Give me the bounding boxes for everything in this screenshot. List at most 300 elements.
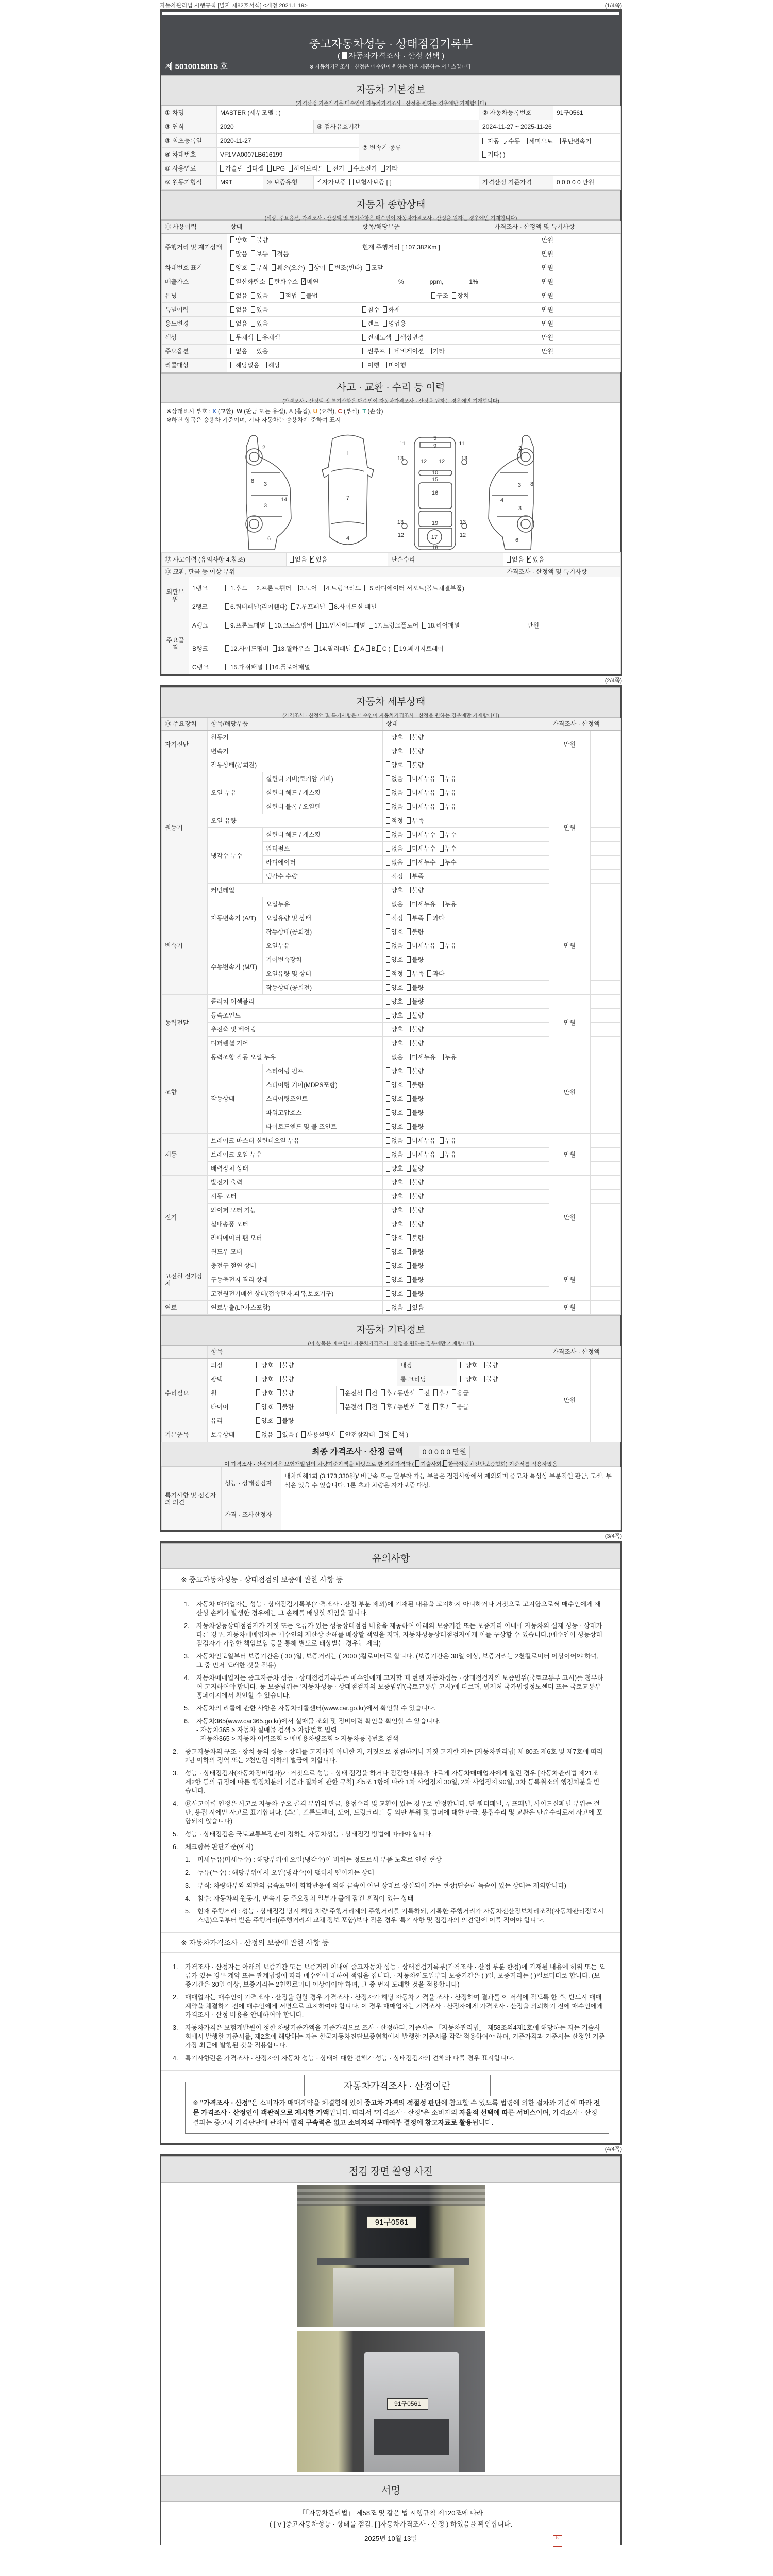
checkbox-option[interactable]	[301, 278, 318, 285]
checkbox[interactable]	[407, 998, 411, 1005]
checkbox[interactable]	[256, 1403, 260, 1410]
checkbox-option[interactable]	[340, 1389, 363, 1397]
checkbox-option[interactable]	[369, 622, 418, 629]
checkbox[interactable]	[407, 1040, 411, 1046]
checkbox[interactable]	[386, 1026, 390, 1032]
checkbox-option[interactable]	[460, 1376, 477, 1383]
checkbox-option[interactable]	[230, 292, 247, 299]
checkbox-option[interactable]	[386, 1012, 403, 1019]
checkbox-option[interactable]	[256, 1376, 273, 1383]
checkbox-option[interactable]	[314, 645, 391, 652]
checkbox[interactable]	[386, 734, 390, 740]
checkbox-option[interactable]	[407, 1081, 424, 1089]
checkbox[interactable]	[386, 914, 390, 921]
checkbox[interactable]	[452, 1389, 456, 1396]
checkbox[interactable]	[407, 1248, 411, 1255]
checkbox[interactable]	[386, 1095, 390, 1102]
checkbox[interactable]	[386, 761, 390, 768]
checkbox-option[interactable]	[386, 1234, 403, 1242]
checkbox-option[interactable]	[407, 734, 424, 741]
checkbox-option[interactable]	[440, 789, 457, 796]
checkbox-option[interactable]	[407, 873, 424, 880]
checkbox-option[interactable]	[366, 1389, 378, 1397]
checkbox-option[interactable]	[256, 1431, 273, 1438]
checkbox-option[interactable]	[289, 165, 324, 172]
checkbox-option[interactable]	[419, 1403, 430, 1411]
checkbox[interactable]	[407, 1123, 411, 1130]
checkbox-option[interactable]	[381, 165, 398, 172]
checkbox[interactable]	[329, 603, 333, 610]
checkbox-option[interactable]	[440, 831, 457, 838]
checkbox[interactable]	[251, 292, 255, 299]
checkbox-option[interactable]	[256, 1389, 273, 1397]
checkbox[interactable]	[277, 1417, 281, 1424]
checkbox-option[interactable]	[256, 1417, 273, 1425]
checkbox[interactable]	[407, 1193, 411, 1199]
checkbox-option[interactable]	[251, 320, 268, 327]
checkbox-option[interactable]	[527, 556, 544, 563]
checkbox[interactable]	[321, 585, 325, 591]
checkbox[interactable]	[277, 1362, 281, 1368]
checkbox-option[interactable]	[389, 348, 424, 355]
checkbox[interactable]	[386, 956, 390, 963]
checkbox[interactable]	[277, 1389, 281, 1396]
checkbox-option[interactable]	[386, 956, 403, 963]
checkbox-option[interactable]	[407, 1165, 424, 1172]
checkbox[interactable]	[407, 887, 411, 893]
checkbox-option[interactable]	[393, 1431, 408, 1438]
checkbox-option[interactable]	[386, 1248, 403, 1256]
checkbox-option[interactable]	[362, 320, 379, 327]
checkbox[interactable]	[386, 803, 390, 810]
checkbox-option[interactable]	[386, 873, 403, 880]
checkbox[interactable]	[386, 1262, 390, 1269]
checkbox-option[interactable]	[440, 803, 457, 810]
checkbox-option[interactable]	[557, 138, 592, 145]
checkbox[interactable]	[266, 664, 271, 670]
checkbox-option[interactable]	[407, 1109, 424, 1116]
checkbox-option[interactable]	[407, 1234, 424, 1242]
checkbox-option[interactable]	[225, 645, 269, 652]
checkbox[interactable]	[225, 585, 229, 591]
checkbox[interactable]	[440, 845, 444, 852]
checkbox[interactable]	[386, 1054, 390, 1060]
checkbox[interactable]	[386, 1304, 390, 1311]
checkbox[interactable]	[381, 1403, 385, 1410]
checkbox-option[interactable]	[407, 998, 424, 1005]
checkbox[interactable]	[407, 1221, 411, 1227]
checkbox-option[interactable]	[386, 803, 403, 810]
checkbox[interactable]	[394, 645, 398, 652]
checkbox-option[interactable]	[386, 761, 403, 769]
checkbox[interactable]	[386, 845, 390, 852]
checkbox[interactable]	[407, 1137, 411, 1144]
checkbox[interactable]	[407, 1109, 411, 1116]
checkbox[interactable]	[452, 1403, 456, 1410]
checkbox[interactable]	[386, 748, 390, 754]
checkbox-option[interactable]	[407, 1193, 424, 1200]
checkbox-option[interactable]	[503, 138, 520, 145]
checkbox-option[interactable]	[427, 970, 444, 977]
checkbox[interactable]	[386, 901, 390, 907]
checkbox[interactable]	[230, 264, 234, 271]
checkbox-option[interactable]	[440, 859, 457, 866]
checkbox-option[interactable]	[407, 1040, 424, 1047]
checkbox-option[interactable]	[407, 1054, 435, 1061]
checkbox[interactable]	[407, 789, 411, 796]
checkbox-option[interactable]	[482, 151, 506, 158]
checkbox[interactable]	[419, 1403, 423, 1410]
checkbox-option[interactable]	[407, 803, 435, 810]
checkbox[interactable]	[301, 292, 305, 299]
checkbox[interactable]	[225, 603, 229, 610]
checkbox[interactable]	[427, 970, 431, 977]
checkbox-option[interactable]	[251, 348, 268, 355]
checkbox-option[interactable]	[301, 1431, 337, 1438]
checkbox-option[interactable]	[407, 1290, 424, 1297]
checkbox[interactable]	[440, 831, 444, 838]
checkbox-option[interactable]	[481, 1376, 498, 1383]
checkbox-option[interactable]	[251, 585, 291, 592]
checkbox[interactable]	[256, 1376, 260, 1382]
checkbox-option[interactable]	[247, 165, 264, 172]
checkbox-option[interactable]	[277, 1389, 294, 1397]
checkbox-option[interactable]	[220, 165, 243, 172]
checkbox[interactable]	[269, 622, 273, 629]
checkbox-option[interactable]	[383, 306, 400, 313]
checkbox-option[interactable]	[386, 1193, 403, 1200]
checkbox[interactable]	[340, 1431, 344, 1438]
checkbox[interactable]	[383, 306, 387, 313]
checkbox[interactable]	[230, 348, 234, 354]
checkbox[interactable]	[256, 1389, 260, 1396]
checkbox[interactable]	[427, 914, 431, 921]
checkbox-option[interactable]	[407, 775, 435, 783]
checkbox-option[interactable]	[433, 1403, 448, 1411]
checkbox[interactable]	[386, 928, 390, 935]
checkbox-option[interactable]	[407, 1179, 424, 1186]
checkbox-option[interactable]	[394, 645, 444, 652]
checkbox[interactable]	[440, 901, 444, 907]
checkbox-option[interactable]	[321, 585, 361, 592]
checkbox[interactable]	[366, 1403, 371, 1410]
checkbox-option[interactable]	[452, 292, 469, 299]
checkbox-option[interactable]	[386, 1262, 403, 1269]
checkbox[interactable]	[407, 831, 411, 838]
checkbox-option[interactable]	[386, 1151, 403, 1158]
checkbox[interactable]	[386, 1137, 390, 1144]
checkbox[interactable]	[386, 1067, 390, 1074]
checkbox-option[interactable]	[386, 817, 403, 824]
checkbox[interactable]	[482, 138, 486, 144]
checkbox[interactable]	[369, 622, 373, 629]
checkbox-option[interactable]	[507, 556, 524, 563]
checkbox-option[interactable]	[407, 984, 424, 991]
checkbox-option[interactable]	[362, 348, 385, 355]
checkbox-option[interactable]	[407, 1026, 424, 1033]
checkbox-option[interactable]	[407, 761, 424, 769]
checkbox-option[interactable]	[317, 179, 346, 186]
checkbox[interactable]	[527, 556, 531, 563]
checkbox-option[interactable]	[440, 775, 457, 783]
checkbox[interactable]	[290, 556, 294, 563]
checkbox[interactable]	[251, 348, 255, 354]
checkbox[interactable]	[377, 645, 381, 652]
checkbox[interactable]	[407, 1290, 411, 1297]
checkbox-option[interactable]	[407, 887, 424, 894]
checkbox[interactable]	[251, 585, 255, 591]
checkbox[interactable]	[407, 928, 411, 935]
checkbox-option[interactable]	[386, 1137, 403, 1144]
checkbox[interactable]	[277, 1431, 281, 1438]
checkbox[interactable]	[301, 278, 306, 285]
checkbox-option[interactable]	[362, 306, 379, 313]
checkbox[interactable]	[452, 292, 456, 299]
checkbox-option[interactable]	[362, 362, 379, 369]
checkbox-option[interactable]	[407, 1067, 424, 1075]
checkbox-option[interactable]	[386, 1221, 403, 1228]
checkbox-option[interactable]	[386, 1067, 403, 1075]
checkbox[interactable]	[230, 306, 234, 313]
checkbox-option[interactable]	[407, 1123, 424, 1130]
checkbox[interactable]	[381, 1389, 385, 1396]
price-survey-checkbox[interactable]	[342, 52, 347, 59]
checkbox[interactable]	[407, 1234, 411, 1241]
checkbox-option[interactable]	[433, 1389, 448, 1397]
checkbox-option[interactable]	[251, 292, 268, 299]
checkbox-option[interactable]	[230, 348, 247, 355]
checkbox[interactable]	[263, 362, 267, 368]
checkbox-option[interactable]	[272, 264, 305, 272]
checkbox-option[interactable]	[452, 1389, 469, 1397]
checkbox[interactable]	[362, 320, 366, 327]
checkbox[interactable]	[407, 1165, 411, 1172]
checkbox-option[interactable]	[386, 1040, 403, 1047]
checkbox[interactable]	[256, 1362, 260, 1368]
checkbox-option[interactable]	[267, 165, 285, 172]
checkbox-option[interactable]	[251, 236, 268, 244]
checkbox-option[interactable]	[460, 1362, 477, 1369]
checkbox[interactable]	[407, 1081, 411, 1088]
checkbox-option[interactable]	[407, 859, 435, 866]
checkbox[interactable]	[407, 775, 411, 782]
checkbox-option[interactable]	[407, 1304, 424, 1311]
checkbox[interactable]	[309, 264, 313, 271]
checkbox[interactable]	[310, 556, 314, 563]
checkbox-option[interactable]	[407, 956, 424, 963]
checkbox[interactable]	[386, 831, 390, 838]
checkbox-option[interactable]	[266, 664, 310, 671]
checkbox-option[interactable]	[280, 292, 297, 299]
checkbox[interactable]	[393, 1431, 397, 1438]
checkbox[interactable]	[383, 320, 387, 327]
checkbox-option[interactable]	[386, 789, 403, 796]
checkbox-option[interactable]	[386, 1290, 403, 1297]
checkbox-option[interactable]	[230, 320, 247, 327]
checkbox[interactable]	[431, 292, 435, 299]
checkbox[interactable]	[407, 901, 411, 907]
checkbox[interactable]	[433, 1403, 438, 1410]
checkbox[interactable]	[386, 1081, 390, 1088]
checkbox-option[interactable]	[419, 1389, 430, 1397]
checkbox[interactable]	[386, 1012, 390, 1019]
checkbox-option[interactable]	[340, 1431, 375, 1438]
checkbox-option[interactable]	[482, 138, 499, 145]
checkbox-option[interactable]	[316, 622, 365, 629]
checkbox[interactable]	[289, 165, 293, 172]
checkbox[interactable]	[349, 179, 354, 185]
checkbox[interactable]	[419, 1389, 423, 1396]
checkbox-option[interactable]	[277, 1431, 298, 1438]
checkbox-option[interactable]	[386, 775, 403, 783]
checkbox-option[interactable]	[225, 664, 263, 671]
checkbox[interactable]	[381, 165, 385, 172]
checkbox[interactable]	[277, 1403, 281, 1410]
checkbox-option[interactable]	[440, 1137, 457, 1144]
checkbox-option[interactable]	[386, 1207, 403, 1214]
checkbox-option[interactable]	[269, 278, 298, 285]
checkbox[interactable]	[386, 1165, 390, 1172]
checkbox-option[interactable]	[301, 292, 318, 299]
checkbox-option[interactable]	[386, 887, 403, 894]
checkbox-option[interactable]	[291, 603, 325, 611]
checkbox-option[interactable]	[329, 264, 362, 272]
checkbox-option[interactable]	[309, 264, 326, 272]
checkbox-option[interactable]	[407, 845, 435, 852]
checkbox-option[interactable]	[386, 831, 403, 838]
checkbox-option[interactable]	[407, 1262, 424, 1269]
checkbox[interactable]	[247, 165, 251, 172]
checkbox[interactable]	[440, 1151, 444, 1158]
checkbox-option[interactable]	[407, 914, 424, 922]
checkbox[interactable]	[362, 306, 366, 313]
checkbox[interactable]	[407, 1067, 411, 1074]
checkbox[interactable]	[230, 320, 234, 327]
checkbox[interactable]	[386, 1040, 390, 1046]
checkbox[interactable]	[366, 645, 370, 652]
checkbox-option[interactable]	[225, 622, 265, 629]
checkbox-option[interactable]	[230, 334, 254, 341]
checkbox-option[interactable]	[386, 1179, 403, 1186]
checkbox[interactable]	[407, 845, 411, 852]
checkbox[interactable]	[225, 622, 229, 629]
checkbox[interactable]	[251, 264, 255, 271]
checkbox-option[interactable]	[381, 1389, 415, 1397]
checkbox[interactable]	[440, 1137, 444, 1144]
checkbox[interactable]	[407, 761, 411, 768]
checkbox[interactable]	[280, 292, 284, 299]
checkbox-option[interactable]	[383, 320, 406, 327]
checkbox-option[interactable]	[362, 334, 391, 341]
checkbox[interactable]	[440, 775, 444, 782]
checkbox[interactable]	[440, 789, 444, 796]
checkbox-option[interactable]	[386, 970, 403, 977]
checkbox-option[interactable]	[272, 250, 289, 258]
checkbox[interactable]	[386, 1151, 390, 1158]
checkbox[interactable]	[407, 734, 411, 740]
checkbox-option[interactable]	[295, 585, 317, 592]
checkbox-option[interactable]	[452, 1403, 469, 1411]
checkbox[interactable]	[386, 887, 390, 893]
checkbox-option[interactable]	[273, 645, 310, 652]
checkbox[interactable]	[362, 362, 366, 368]
checkbox[interactable]	[386, 1290, 390, 1297]
checkbox[interactable]	[301, 1431, 306, 1438]
checkbox[interactable]	[251, 320, 255, 327]
checkbox[interactable]	[440, 859, 444, 866]
checkbox[interactable]	[277, 1376, 281, 1382]
checkbox-option[interactable]	[386, 859, 403, 866]
checkbox-option[interactable]	[440, 1054, 457, 1061]
checkbox[interactable]	[291, 603, 295, 610]
checkbox-option[interactable]	[440, 1151, 457, 1158]
checkbox-option[interactable]	[310, 556, 327, 563]
checkbox-option[interactable]	[386, 1304, 403, 1311]
checkbox-option[interactable]	[481, 1362, 498, 1369]
checkbox[interactable]	[340, 1389, 344, 1396]
checkbox[interactable]	[383, 362, 387, 368]
checkbox-option[interactable]	[407, 970, 424, 977]
checkbox-option[interactable]	[386, 1095, 403, 1103]
checkbox-option[interactable]	[386, 1165, 403, 1172]
checkbox-option[interactable]	[386, 748, 403, 755]
checkbox[interactable]	[415, 1460, 419, 1467]
checkbox-option[interactable]	[386, 1054, 403, 1061]
checkbox[interactable]	[386, 1207, 390, 1213]
checkbox[interactable]	[407, 984, 411, 991]
checkbox[interactable]	[269, 278, 273, 285]
checkbox[interactable]	[524, 138, 528, 144]
checkbox-option[interactable]	[407, 1207, 424, 1214]
checkbox[interactable]	[407, 1207, 411, 1213]
checkbox-option[interactable]	[386, 998, 403, 1005]
checkbox[interactable]	[327, 165, 331, 172]
checkbox[interactable]	[386, 970, 390, 977]
checkbox-option[interactable]	[524, 138, 552, 145]
checkbox-option[interactable]	[327, 165, 344, 172]
checkbox-option[interactable]	[277, 1403, 294, 1411]
checkbox[interactable]	[230, 250, 234, 257]
checkbox[interactable]	[386, 859, 390, 866]
checkbox[interactable]	[407, 970, 411, 977]
checkbox[interactable]	[362, 334, 366, 341]
checkbox[interactable]	[386, 1123, 390, 1130]
checkbox[interactable]	[422, 622, 426, 629]
checkbox-option[interactable]	[257, 334, 280, 341]
checkbox-option[interactable]	[427, 914, 444, 922]
checkbox-option[interactable]	[386, 1081, 403, 1089]
checkbox-option[interactable]	[407, 817, 424, 824]
checkbox-option[interactable]	[407, 831, 435, 838]
checkbox[interactable]	[460, 1362, 464, 1368]
checkbox[interactable]	[507, 556, 511, 563]
checkbox-option[interactable]	[386, 984, 403, 991]
checkbox[interactable]	[407, 1179, 411, 1185]
checkbox[interactable]	[557, 138, 561, 144]
checkbox-option[interactable]	[381, 1403, 415, 1411]
checkbox[interactable]	[220, 165, 224, 172]
checkbox-option[interactable]	[407, 1248, 424, 1256]
checkbox-option[interactable]	[263, 362, 280, 369]
checkbox-option[interactable]	[269, 622, 313, 629]
checkbox-option[interactable]	[366, 264, 383, 272]
checkbox-option[interactable]	[440, 901, 457, 908]
checkbox[interactable]	[407, 859, 411, 866]
checkbox-option[interactable]	[407, 748, 424, 755]
checkbox[interactable]	[386, 873, 390, 879]
checkbox-option[interactable]	[230, 362, 259, 369]
checkbox-option[interactable]	[407, 1012, 424, 1019]
